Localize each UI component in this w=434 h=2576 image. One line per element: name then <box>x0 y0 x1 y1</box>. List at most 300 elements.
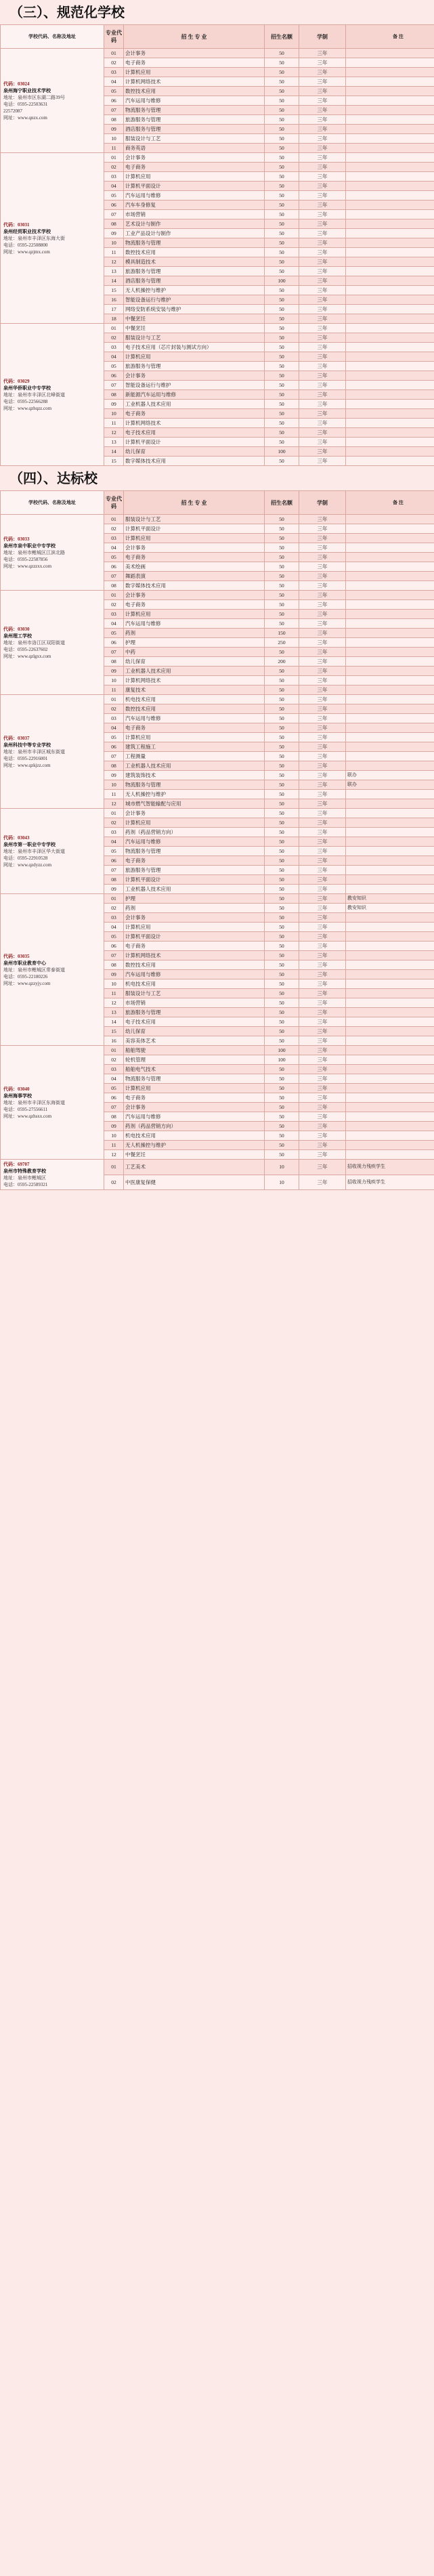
enrollment-count: 150 <box>265 629 299 638</box>
remark <box>346 638 434 648</box>
remark <box>346 923 434 932</box>
major-code: 13 <box>104 1008 124 1017</box>
enrollment-count: 50 <box>265 153 299 163</box>
study-years: 三年 <box>299 248 346 257</box>
study-years: 三年 <box>299 419 346 428</box>
enrollment-count: 50 <box>265 572 299 581</box>
major-name: 轮机管理 <box>124 1055 265 1065</box>
enrollment-count: 50 <box>265 134 299 144</box>
major-name: 市场营销 <box>124 210 265 219</box>
remark: 教安知识 <box>346 894 434 904</box>
school-detail: 电话：0595-27556611 <box>3 1106 48 1112</box>
enrollment-count: 50 <box>265 1065 299 1074</box>
major-name: 服装设计与工艺 <box>124 333 265 343</box>
school-name: 泉州市第一职业中专学校 <box>3 841 56 847</box>
remark <box>346 447 434 457</box>
remark <box>346 182 434 191</box>
school-detail: 网址：www.qzhsxx.com <box>3 1113 52 1119</box>
remark <box>346 457 434 466</box>
major-code: 03 <box>104 172 124 182</box>
major-name: 艺术设计与制作 <box>124 219 265 229</box>
study-years: 三年 <box>299 1084 346 1093</box>
major-code: 11 <box>104 790 124 799</box>
major-code: 02 <box>104 1055 124 1065</box>
remark <box>346 761 434 771</box>
enrollment-count: 50 <box>265 419 299 428</box>
major-code: 02 <box>104 163 124 172</box>
study-years: 三年 <box>299 761 346 771</box>
enrollment-count: 50 <box>265 619 299 629</box>
school-info <box>1 515 104 591</box>
major-name: 护理 <box>124 638 265 648</box>
major-name: 电子技术应用 <box>124 1017 265 1027</box>
major-code: 10 <box>104 238 124 248</box>
school-info <box>1 153 104 324</box>
major-name: 模具制造技术 <box>124 257 265 267</box>
remark <box>346 790 434 799</box>
school-code: 代码：03030 <box>3 626 30 632</box>
major-code: 17 <box>104 305 124 314</box>
remark <box>346 648 434 657</box>
major-code: 07 <box>104 381 124 390</box>
remark <box>346 581 434 591</box>
enrollment-count: 50 <box>265 828 299 837</box>
enrollment-count: 50 <box>265 49 299 58</box>
remark <box>346 1141 434 1150</box>
enrollment-count: 50 <box>265 257 299 267</box>
enrollment-count: 50 <box>265 742 299 752</box>
major-name: 幼儿保育 <box>124 1027 265 1036</box>
major-name: 计算机应用 <box>124 352 265 362</box>
enrollment-count: 50 <box>265 534 299 543</box>
enrollment-count: 50 <box>265 591 299 600</box>
enrollment-count: 50 <box>265 667 299 676</box>
remark <box>346 979 434 989</box>
study-years: 三年 <box>299 818 346 828</box>
major-name: 数控技术应用 <box>124 87 265 96</box>
major-name: 旅游服务与管理 <box>124 362 265 371</box>
major-code: 15 <box>104 457 124 466</box>
major-name: 数字媒体技术应用 <box>124 581 265 591</box>
remark <box>346 970 434 979</box>
enrollment-count: 50 <box>265 267 299 276</box>
major-name: 市场营销 <box>124 998 265 1008</box>
major-name: 汽车运用与维修 <box>124 191 265 200</box>
study-years: 三年 <box>299 856 346 866</box>
enrollment-count: 50 <box>265 847 299 856</box>
major-name: 汽车车身修复 <box>124 200 265 210</box>
enrollment-count: 50 <box>265 913 299 923</box>
major-code: 08 <box>104 581 124 591</box>
enrollment-count: 200 <box>265 657 299 667</box>
major-code: 14 <box>104 447 124 457</box>
major-name: 药剂（药品营销方向） <box>124 828 265 837</box>
major-code: 05 <box>104 191 124 200</box>
table-row <box>1 49 434 58</box>
major-code: 03 <box>104 1065 124 1074</box>
major-name: 计算机应用 <box>124 68 265 77</box>
enrollment-count: 50 <box>265 106 299 115</box>
major-name: 电子商务 <box>124 942 265 951</box>
major-code: 09 <box>104 1122 124 1131</box>
section-title: （三）、规范化学校 <box>9 4 125 20</box>
major-name: 建筑装饰技术 <box>124 771 265 780</box>
study-years: 三年 <box>299 267 346 276</box>
major-name: 汽车运用与维修 <box>124 714 265 723</box>
study-years: 三年 <box>299 629 346 638</box>
enrollment-count: 100 <box>265 1055 299 1065</box>
enrollment-count: 50 <box>265 400 299 409</box>
remark <box>346 932 434 942</box>
study-years: 三年 <box>299 381 346 390</box>
major-name: 会计事务 <box>124 913 265 923</box>
enrollment-count: 100 <box>265 447 299 457</box>
school-detail: 网址：www.qzdyzz.com <box>3 862 52 868</box>
column-header: 招 生 专 业 <box>124 491 265 515</box>
remark <box>346 229 434 238</box>
major-code: 09 <box>104 400 124 409</box>
enrollment-count: 50 <box>265 87 299 96</box>
remark <box>346 438 434 447</box>
major-name: 中药 <box>124 648 265 657</box>
table-row <box>1 591 434 600</box>
study-years: 三年 <box>299 163 346 172</box>
enrollment-count: 50 <box>265 295 299 305</box>
major-name: 计算机平面设计 <box>124 182 265 191</box>
study-years: 三年 <box>299 515 346 524</box>
major-code: 06 <box>104 856 124 866</box>
school-detail: 电话：0595-22587856 <box>3 556 48 562</box>
major-name: 计算机应用 <box>124 1084 265 1093</box>
remark <box>346 1055 434 1065</box>
school-detail: 电话：0595-22637602 <box>3 646 48 652</box>
major-code: 01 <box>104 809 124 818</box>
enrollment-count: 100 <box>265 276 299 286</box>
major-code: 03 <box>104 68 124 77</box>
enrollment-count: 50 <box>265 200 299 210</box>
column-header: 招生名额 <box>265 491 299 515</box>
major-name: 中餐烹饪 <box>124 314 265 324</box>
major-code: 11 <box>104 989 124 998</box>
remark: 招收视力残疾学生 <box>346 1175 434 1190</box>
column-header: 学校代码、名称及地址 <box>1 491 104 515</box>
remark <box>346 818 434 828</box>
school-code: 代码：03037 <box>3 735 30 741</box>
study-years: 三年 <box>299 714 346 723</box>
remark <box>346 267 434 276</box>
enrollment-count: 50 <box>265 390 299 400</box>
remark <box>346 733 434 742</box>
enrollment-count: 50 <box>265 324 299 333</box>
remark <box>346 629 434 638</box>
study-years: 三年 <box>299 428 346 438</box>
table-row <box>1 1160 434 1175</box>
study-years: 三年 <box>299 951 346 960</box>
enrollment-count: 50 <box>265 695 299 704</box>
enrollment-count: 50 <box>265 648 299 657</box>
remark <box>346 1074 434 1084</box>
school-name: 泉州市特殊教育学校 <box>3 1168 46 1174</box>
major-name: 计算机平面设计 <box>124 875 265 885</box>
major-code: 15 <box>104 286 124 295</box>
enrollment-count: 50 <box>265 979 299 989</box>
school-info <box>1 809 104 894</box>
enrollment-count: 50 <box>265 581 299 591</box>
study-years: 三年 <box>299 238 346 248</box>
study-years: 三年 <box>299 1131 346 1141</box>
study-years: 三年 <box>299 1141 346 1150</box>
major-name: 物流服务与管理 <box>124 1074 265 1084</box>
major-name: 服装设计与工艺 <box>124 989 265 998</box>
enrollment-count: 50 <box>265 885 299 894</box>
enrollment-count: 50 <box>265 371 299 381</box>
major-code: 01 <box>104 695 124 704</box>
study-years: 三年 <box>299 49 346 58</box>
study-years: 三年 <box>299 1046 346 1055</box>
study-years: 三年 <box>299 790 346 799</box>
enrollment-count: 50 <box>265 115 299 125</box>
enrollment-count: 50 <box>265 1150 299 1160</box>
enrollment-count: 50 <box>265 182 299 191</box>
column-header: 备 注 <box>346 491 434 515</box>
major-code: 05 <box>104 629 124 638</box>
remark <box>346 68 434 77</box>
enrollment-count: 50 <box>265 238 299 248</box>
study-years: 三年 <box>299 1036 346 1046</box>
school-info <box>1 1160 104 1190</box>
major-code: 01 <box>104 1046 124 1055</box>
study-years: 三年 <box>299 457 346 466</box>
major-code: 11 <box>104 248 124 257</box>
school-detail: 电话：0595-22180226 <box>3 973 48 979</box>
enrollment-count: 50 <box>265 229 299 238</box>
school-detail: 网址：www.qzkjzz.com <box>3 762 51 768</box>
major-name: 电子技术应用 <box>124 428 265 438</box>
school-name: 泉州市泉中职业中专学校 <box>3 543 56 549</box>
major-name: 会计事务 <box>124 809 265 818</box>
remark <box>346 1046 434 1055</box>
remark <box>346 989 434 998</box>
major-code: 07 <box>104 572 124 581</box>
study-years: 三年 <box>299 153 346 163</box>
major-code: 10 <box>104 780 124 790</box>
remark <box>346 343 434 352</box>
major-code: 06 <box>104 200 124 210</box>
school-code: 代码：03043 <box>3 835 30 841</box>
major-code: 05 <box>104 362 124 371</box>
study-years: 三年 <box>299 1103 346 1112</box>
study-years: 三年 <box>299 438 346 447</box>
major-name: 电子商务 <box>124 163 265 172</box>
remark <box>346 998 434 1008</box>
major-name: 汽车运用与维修 <box>124 1112 265 1122</box>
school-name: 泉州海宁职业技术学校 <box>3 87 51 93</box>
remark <box>346 428 434 438</box>
major-code: 06 <box>104 96 124 106</box>
remark <box>346 1093 434 1103</box>
remark <box>346 248 434 257</box>
remark <box>346 295 434 305</box>
major-code: 07 <box>104 1103 124 1112</box>
major-name: 无人机操控与维护 <box>124 1141 265 1150</box>
school-detail: 电话：0595-22508800 <box>3 242 48 248</box>
major-name: 船舶电气技术 <box>124 1065 265 1074</box>
remark <box>346 1150 434 1160</box>
study-years: 三年 <box>299 610 346 619</box>
study-years: 三年 <box>299 960 346 970</box>
study-years: 三年 <box>299 58 346 68</box>
enrollment-count: 100 <box>265 1046 299 1055</box>
major-code: 04 <box>104 543 124 553</box>
major-name: 电子商务 <box>124 1093 265 1103</box>
remark <box>346 153 434 163</box>
remark <box>346 172 434 182</box>
major-code: 13 <box>104 438 124 447</box>
enrollment-count: 50 <box>265 210 299 219</box>
table-row <box>1 695 434 704</box>
study-years: 三年 <box>299 591 346 600</box>
study-years: 三年 <box>299 989 346 998</box>
study-years: 三年 <box>299 998 346 1008</box>
study-years: 三年 <box>299 305 346 314</box>
school-code: 代码：03035 <box>3 953 30 959</box>
major-name: 计算机平面设计 <box>124 438 265 447</box>
study-years: 三年 <box>299 866 346 875</box>
enrollment-count: 50 <box>265 818 299 828</box>
school-detail: 电话：0595-22566288 <box>3 398 48 404</box>
remark <box>346 419 434 428</box>
school-detail: 地址：泉州市区东湖二路39号 <box>3 94 65 100</box>
enrollment-count: 50 <box>265 1084 299 1093</box>
remark <box>346 1084 434 1093</box>
major-code: 02 <box>104 818 124 828</box>
major-name: 计算机应用 <box>124 534 265 543</box>
enrollment-count: 250 <box>265 638 299 648</box>
enrollment-count: 50 <box>265 998 299 1008</box>
enrollment-count: 50 <box>265 343 299 352</box>
major-name: 计算机平面设计 <box>124 524 265 534</box>
study-years: 三年 <box>299 343 346 352</box>
major-code: 01 <box>104 894 124 904</box>
enrollment-count: 50 <box>265 248 299 257</box>
enrollment-count: 50 <box>265 553 299 562</box>
major-code: 02 <box>104 1175 124 1190</box>
major-name: 电子商务 <box>124 723 265 733</box>
major-code: 09 <box>104 667 124 676</box>
major-code: 09 <box>104 125 124 134</box>
school-name: 泉州市职业教育中心 <box>3 960 46 966</box>
table-row <box>1 1046 434 1055</box>
enrollment-count: 10 <box>265 1175 299 1190</box>
remark <box>346 163 434 172</box>
school-code: 代码：69707 <box>3 1162 30 1167</box>
study-years: 三年 <box>299 828 346 837</box>
study-years: 三年 <box>299 1150 346 1160</box>
enrollment-count: 50 <box>265 1112 299 1122</box>
remark <box>346 809 434 818</box>
remark <box>346 1112 434 1122</box>
major-name: 工业机器人技术应用 <box>124 885 265 894</box>
major-code: 07 <box>104 951 124 960</box>
enrollment-count: 50 <box>265 286 299 295</box>
remark <box>346 1131 434 1141</box>
remark <box>346 390 434 400</box>
major-code: 07 <box>104 210 124 219</box>
study-years: 三年 <box>299 657 346 667</box>
major-name: 汽车运用与维修 <box>124 970 265 979</box>
column-header: 学校代码、名称及地址 <box>1 25 104 49</box>
school-detail: 地址：泉州市洛江区双阳街道 <box>3 639 65 646</box>
remark <box>346 1036 434 1046</box>
major-name: 工业产品设计与制作 <box>124 229 265 238</box>
enrollment-count: 50 <box>265 923 299 932</box>
remark <box>346 77 434 87</box>
study-years: 三年 <box>299 970 346 979</box>
remark <box>346 885 434 894</box>
major-code: 12 <box>104 998 124 1008</box>
enrollment-count: 50 <box>265 1141 299 1150</box>
school-detail: 地址：泉州市鲤城区常泰街道 <box>3 967 65 973</box>
table-row <box>1 809 434 818</box>
major-code: 16 <box>104 295 124 305</box>
enrollment-count: 50 <box>265 58 299 68</box>
major-code: 05 <box>104 553 124 562</box>
study-years: 三年 <box>299 1093 346 1103</box>
major-code: 03 <box>104 610 124 619</box>
remark <box>346 58 434 68</box>
remark <box>346 875 434 885</box>
study-years: 三年 <box>299 144 346 153</box>
study-years: 三年 <box>299 409 346 419</box>
major-name: 计算机网络技术 <box>124 77 265 87</box>
major-code: 15 <box>104 1027 124 1036</box>
major-code: 05 <box>104 87 124 96</box>
study-years: 三年 <box>299 77 346 87</box>
study-years: 三年 <box>299 257 346 267</box>
study-years: 三年 <box>299 562 346 572</box>
major-code: 05 <box>104 733 124 742</box>
enrollment-count: 50 <box>265 172 299 182</box>
remark <box>346 87 434 96</box>
major-name: 机电技术应用 <box>124 695 265 704</box>
enrollment-count: 50 <box>265 381 299 390</box>
remark <box>346 960 434 970</box>
study-years: 三年 <box>299 333 346 343</box>
major-name: 建筑工程施工 <box>124 742 265 752</box>
study-years: 三年 <box>299 1112 346 1122</box>
major-name: 船舶驾驶 <box>124 1046 265 1055</box>
major-code: 07 <box>104 106 124 115</box>
major-code: 10 <box>104 979 124 989</box>
study-years: 三年 <box>299 286 346 295</box>
major-name: 物流服务与管理 <box>124 780 265 790</box>
school-detail: 网址：www.qzhqzz.com <box>3 405 52 411</box>
study-years: 三年 <box>299 1175 346 1190</box>
major-name: 无人机操控与维护 <box>124 286 265 295</box>
study-years: 三年 <box>299 219 346 229</box>
major-code: 07 <box>104 866 124 875</box>
study-years: 三年 <box>299 96 346 106</box>
enrollment-count: 50 <box>265 837 299 847</box>
remark <box>346 333 434 343</box>
major-code: 16 <box>104 1036 124 1046</box>
school-info <box>1 1046 104 1160</box>
study-years: 三年 <box>299 314 346 324</box>
enrollment-count: 50 <box>265 809 299 818</box>
study-years: 三年 <box>299 134 346 144</box>
study-years: 三年 <box>299 752 346 761</box>
study-years: 三年 <box>299 581 346 591</box>
